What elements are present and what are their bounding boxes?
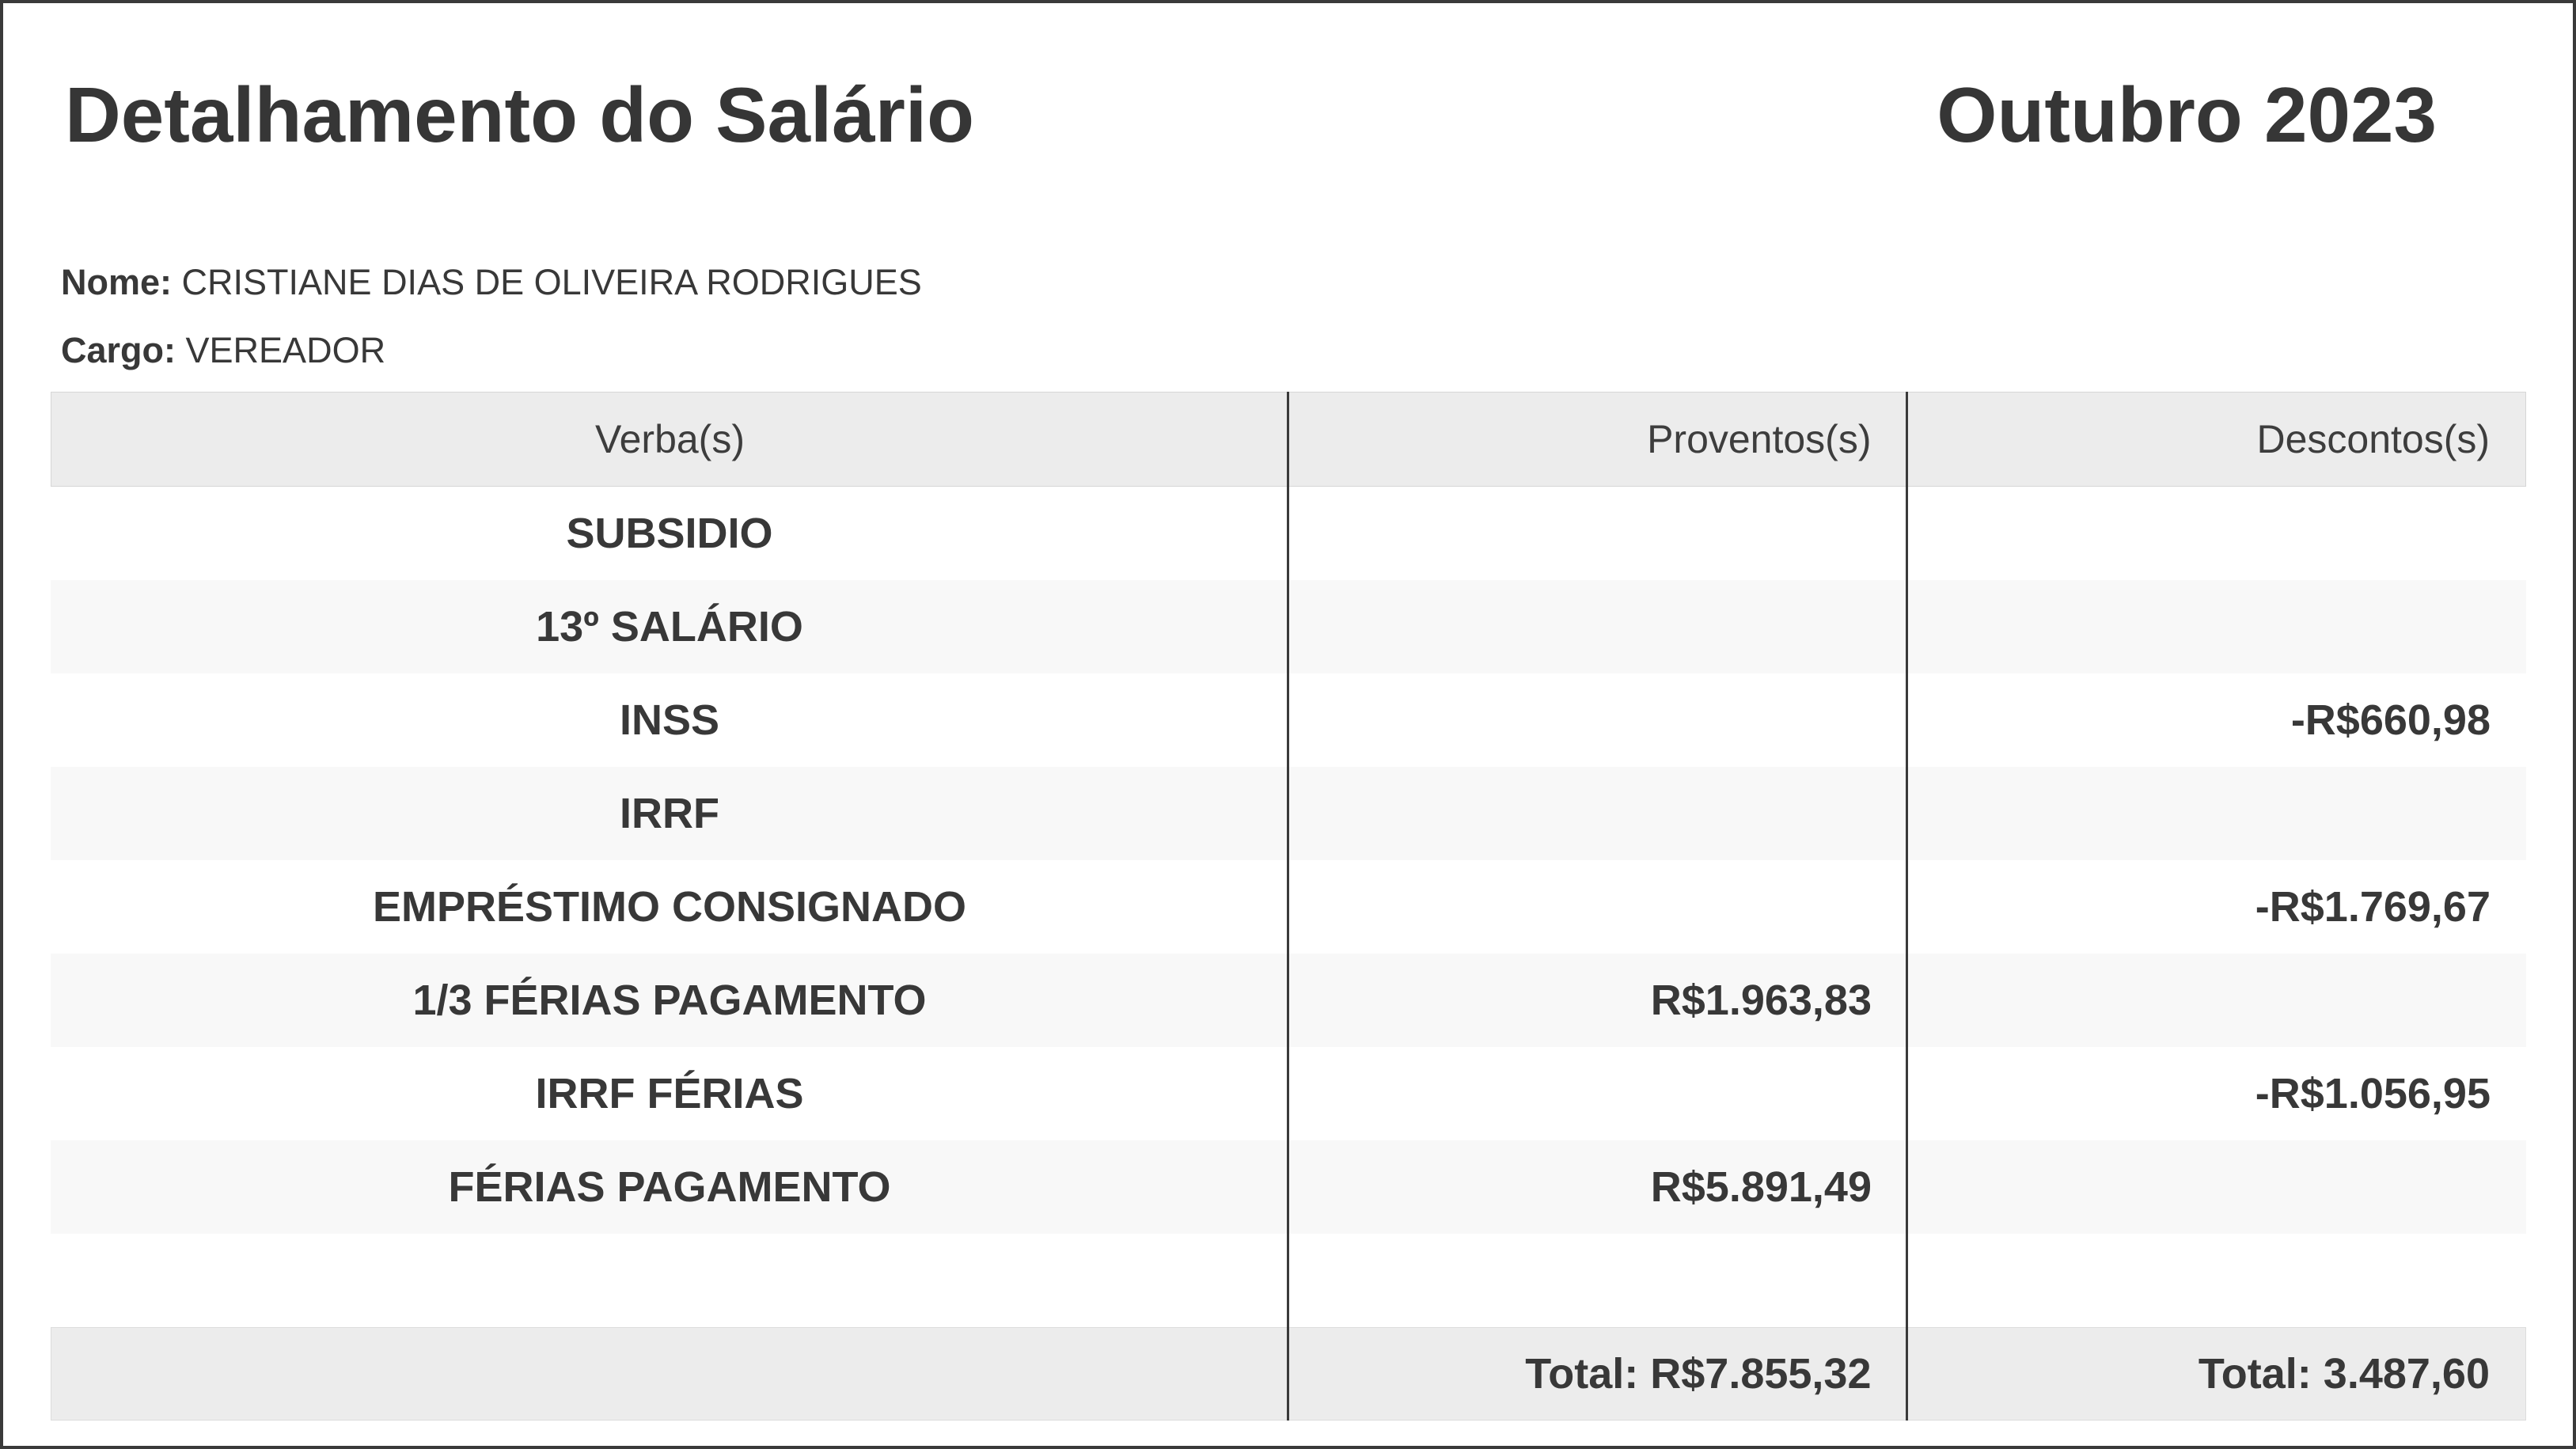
name-label: Nome: xyxy=(61,262,173,302)
row-verba: IRRF xyxy=(620,790,719,837)
page-header xyxy=(3,3,2573,158)
row-verba: IRRF FÉRIAS xyxy=(535,1070,804,1117)
row-verba: EMPRÉSTIMO CONSIGNADO xyxy=(372,883,967,931)
column-divider-1 xyxy=(1287,392,1289,1421)
row-verba: 13º SALÁRIO xyxy=(536,603,803,651)
row-verba: FÉRIAS PAGAMENTO xyxy=(448,1163,891,1211)
total-descontos: Total: 3.487,60 xyxy=(2198,1350,2490,1398)
row-desconto: -R$1.056,95 xyxy=(2255,1070,2491,1117)
employee-role: VEREADOR xyxy=(185,329,386,370)
row-desconto: -R$1.769,67 xyxy=(2255,883,2491,931)
column-divider-2 xyxy=(1906,392,1908,1421)
row-provento: R$1.963,83 xyxy=(1650,977,1872,1024)
employee-name-line xyxy=(61,248,2573,317)
page-title: Detalhamento do Salário xyxy=(65,71,975,158)
row-verba: 1/3 FÉRIAS PAGAMENTO xyxy=(412,977,927,1024)
col-header-verba: Verba(s) xyxy=(595,417,745,461)
col-header-descontos: Descontos(s) xyxy=(2256,417,2490,461)
col-header-proventos: Proventos(s) xyxy=(1647,417,1872,461)
employee-info xyxy=(61,248,2573,384)
row-verba: SUBSIDIO xyxy=(566,510,773,557)
employee-name: CRISTIANE DIAS DE OLIVEIRA RODRIGUES xyxy=(181,262,922,302)
row-provento: R$5.891,49 xyxy=(1650,1163,1872,1211)
row-verba: INSS xyxy=(619,696,720,744)
salary-table xyxy=(51,392,2526,1421)
role-label: Cargo: xyxy=(61,329,176,370)
row-desconto: -R$660,98 xyxy=(2290,696,2491,744)
period-title: Outubro 2023 xyxy=(1937,71,2437,158)
employee-role-line xyxy=(61,317,2573,385)
total-proventos: Total: R$7.855,32 xyxy=(1525,1350,1872,1398)
